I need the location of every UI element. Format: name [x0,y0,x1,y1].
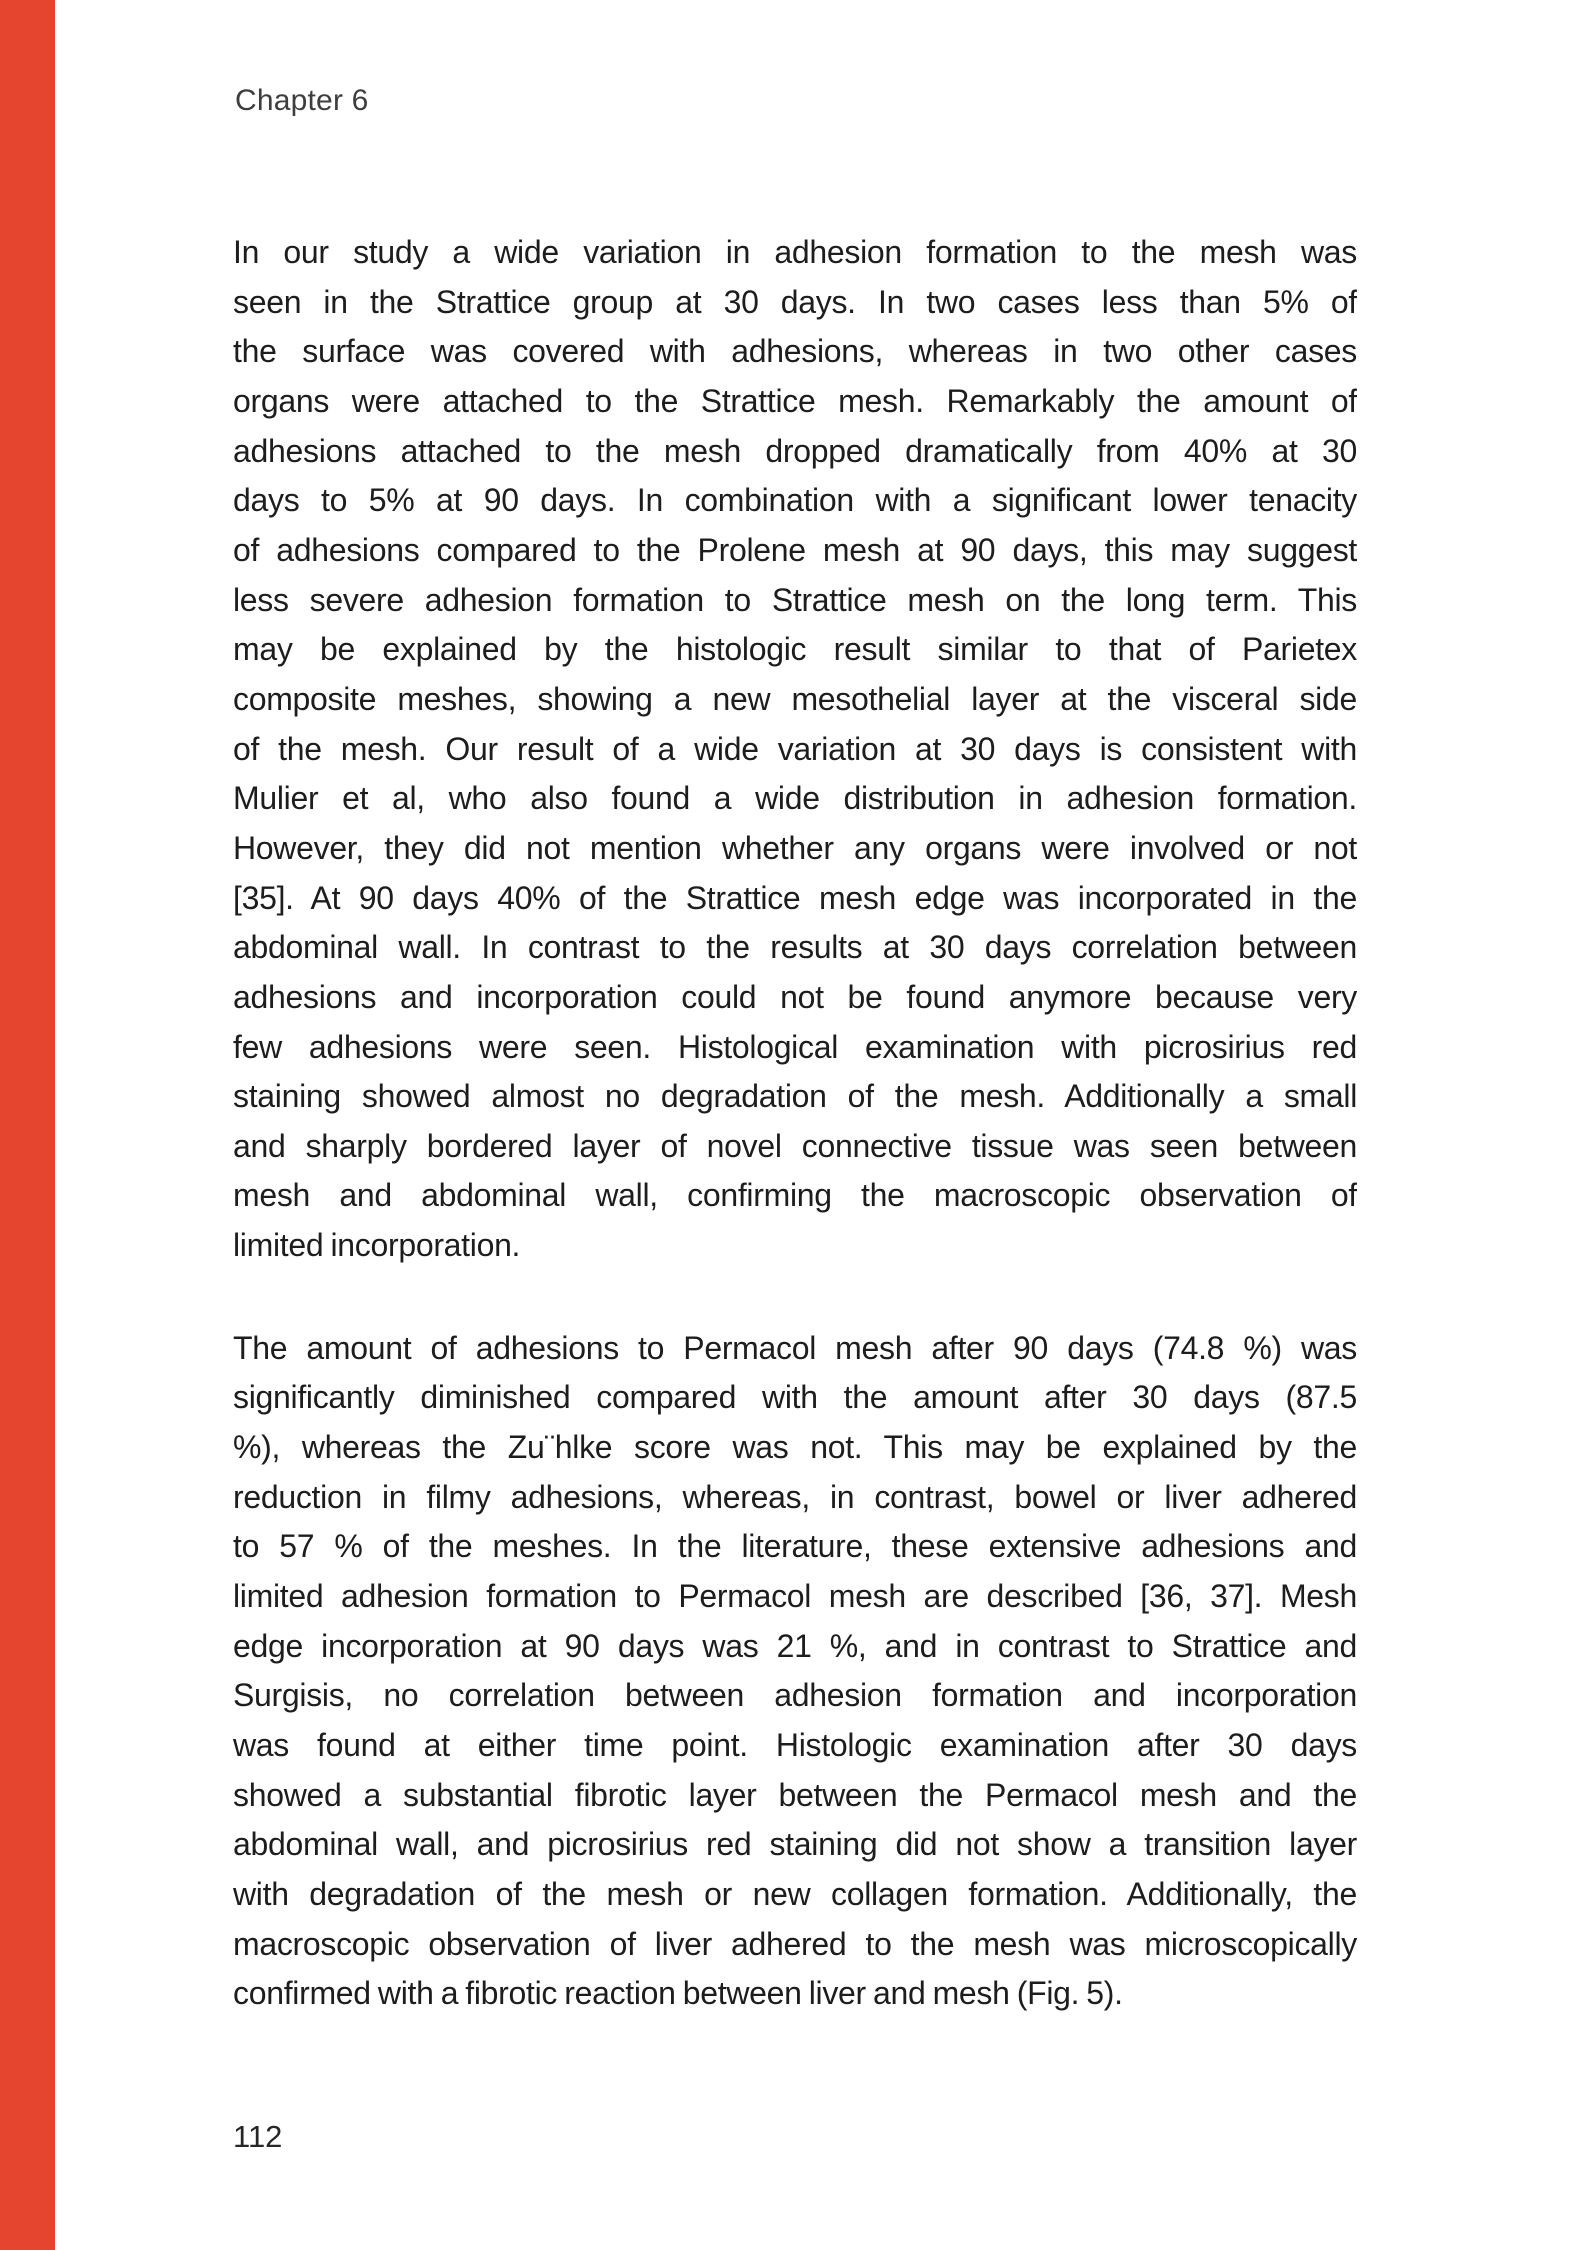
text-line: the surface was covered with adhesions, whereas in two other cases [233,333,1357,370]
text-line: with degradation of the mesh or new collagen formation. Additionally, the [233,1876,1357,1912]
text-line: few adhesions were seen. Histological examination with picrosirius red [233,1028,1357,1065]
page-number: 112 [233,2119,283,2154]
text-line: was found at either time point. Histologic examination after 30 days [233,1727,1357,1764]
text-line: %), whereas the Zu¨hlke score was not. This may be explained by the [233,1429,1357,1466]
text-line: days to 5% at 90 days. In combination with a significant lower tenacity [233,482,1357,519]
text-line: and sharply bordered layer of novel connective tissue was seen between [233,1127,1357,1164]
text-line: reduction in filmy adhesions, whereas, in contrast, bowel or liver adhered [233,1478,1357,1515]
text-line: edge incorporation at 90 days was 21 %, and in contrast to Strattice and [233,1627,1357,1664]
text-line: confirmed with a fibrotic reaction between liver and mesh (Fig. 5). [233,1975,1123,2012]
text-line: of the mesh. Our result of a wide variation at 30 days is consistent with [233,730,1357,767]
text-line: organs were attached to the Strattice mesh. Remarkably the amount of [233,382,1357,419]
text-line: abdominal wall. In contrast to the results at 30 days correlation between [233,929,1357,966]
text-line: macroscopic observation of liver adhered to the mesh was microscopically [233,1925,1357,1962]
text-line: However, they did not mention whether any organs were involved or not [233,829,1357,866]
text-line: staining showed almost no degradation of the mesh. Additionally a small [233,1078,1357,1115]
paragraph-2 [233,1324,1357,2019]
text-line: adhesions attached to the mesh dropped dramatically from 40% at 30 [233,432,1357,469]
text-line: composite meshes, showing a new mesothelial layer at the visceral side [233,680,1357,717]
text-line: showed a substantial fibrotic layer between the Permacol mesh and the [233,1776,1357,1813]
text-line: significantly diminished compared with the amount after 30 days (87.5 [233,1379,1357,1416]
text-line: mesh and abdominal wall, confirming the macroscopic observation of [233,1177,1357,1214]
chapter-header: Chapter 6 [235,84,369,117]
text-line: may be explained by the histologic result similar to that of Parietex [233,631,1357,668]
text-line: limited adhesion formation to Permacol mesh are described [36, 37]. Mesh [233,1578,1357,1615]
text-line: adhesions and incorporation could not be found anymore because very [233,978,1357,1015]
chapter-tab-bar [0,0,55,2250]
body-text [233,228,1357,2019]
text-line: to 57 % of the meshes. In the literature, these extensive adhesions and [233,1528,1357,1565]
paragraph-1 [233,228,1357,1271]
text-line: In our study a wide variation in adhesion formation to the mesh was [233,234,1357,270]
text-line: Surgisis, no correlation between adhesion formation and incorporation [233,1677,1357,1714]
text-line: seen in the Strattice group at 30 days. In two cases less than 5% of [233,283,1357,320]
text-line: abdominal wall, and picrosirius red staining did not show a transition layer [233,1826,1357,1863]
text-line: [35]. At 90 days 40% of the Strattice mesh edge was incorporated in the [233,879,1357,916]
text-line: of adhesions compared to the Prolene mesh at 90 days, this may suggest [233,531,1357,568]
text-line: limited incorporation. [233,1227,521,1264]
text-line: Mulier et al, who also found a wide distribution in adhesion formation. [233,780,1357,817]
text-line: The amount of adhesions to Permacol mesh after 90 days (74.8 %) was [233,1329,1357,1366]
text-line: less severe adhesion formation to Strattice mesh on the long term. This [233,581,1357,618]
